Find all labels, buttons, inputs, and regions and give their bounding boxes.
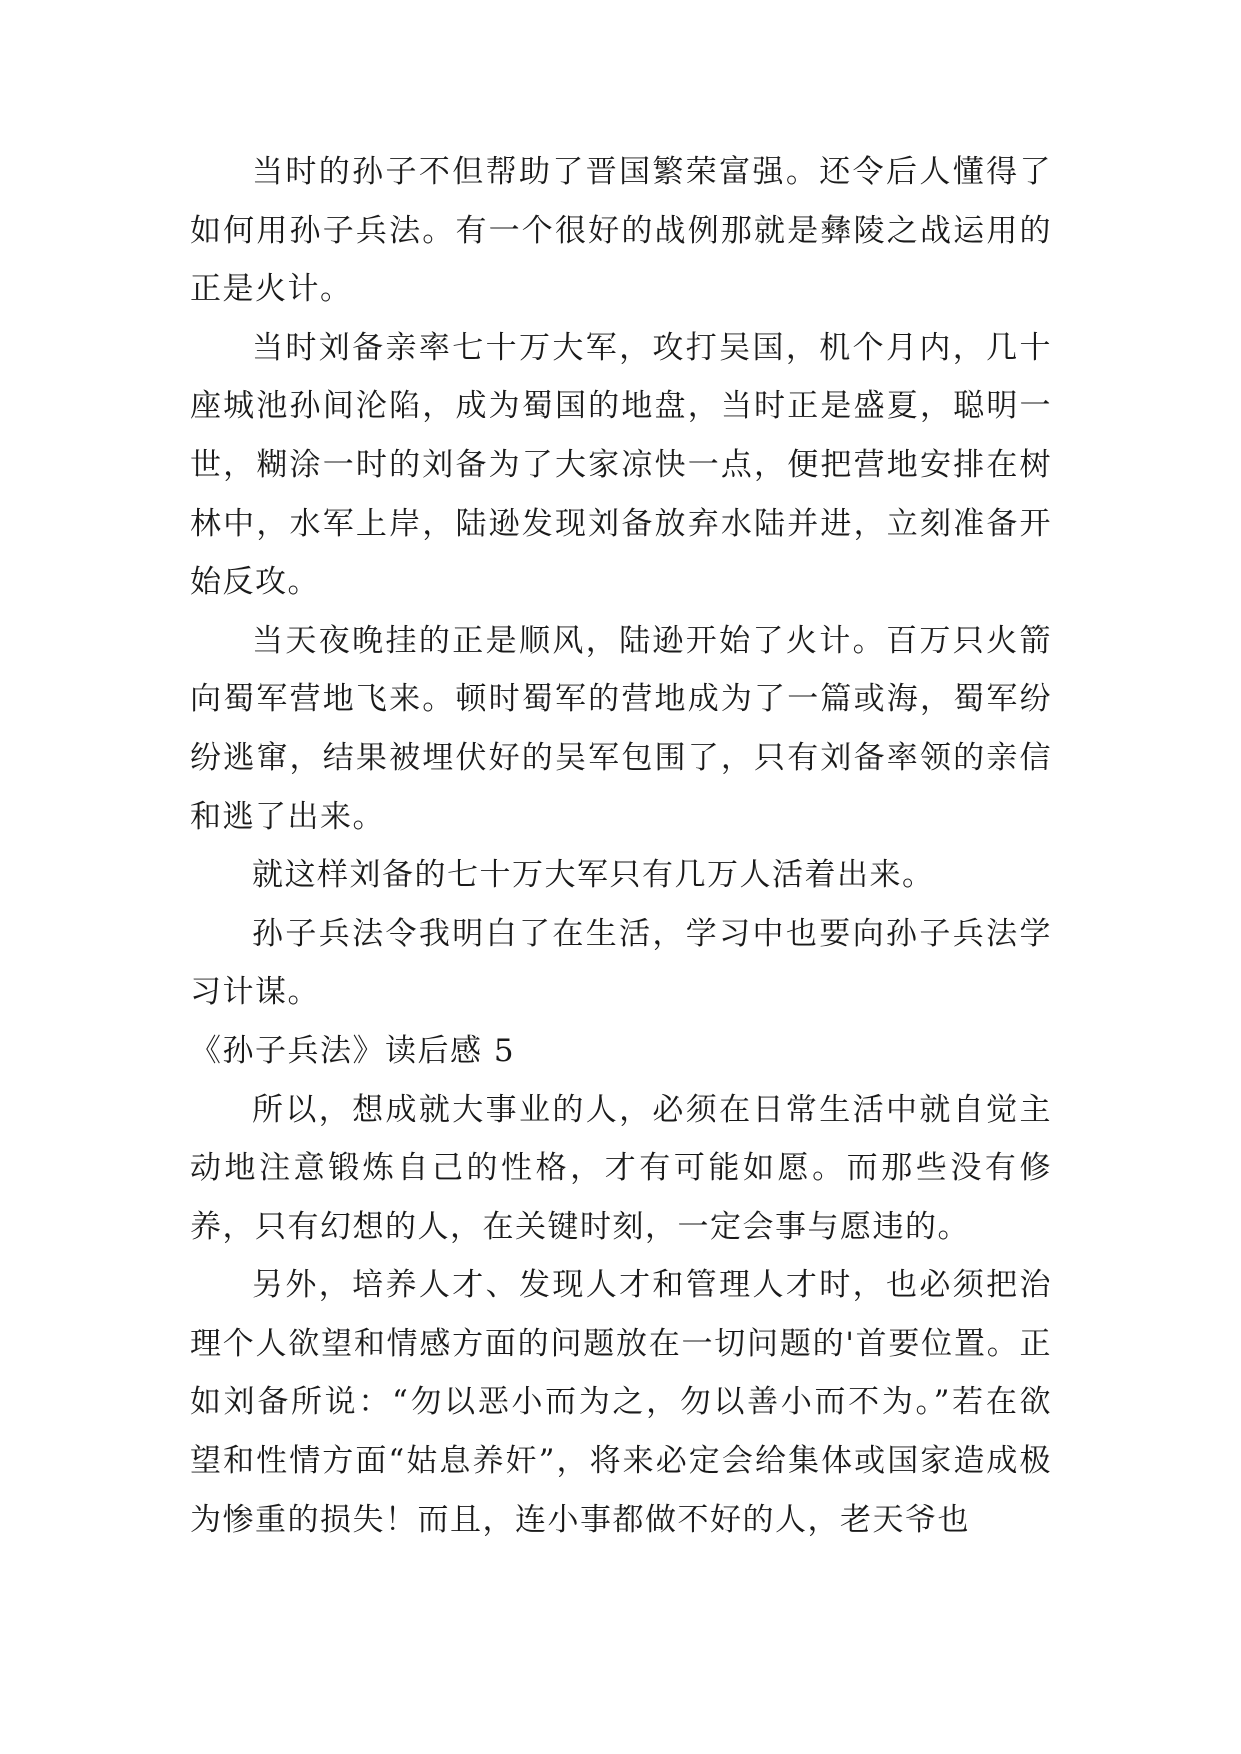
paragraph-lesson: 孙子兵法令我明白了在生活，学习中也要向孙子兵法学习计谋。: [190, 915, 1052, 1011]
paragraph-liu-bei-campaign: 当时刘备亲率七十万大军，攻打吴国，机个月内，几十座城池孙间沦陷，成为蜀国的地盘，当时正是盛夏，聪明一世，糊涂一时的刘备为了大家凉快一点，便把营地安排在树林中，水军上岸，陆逊发现刘备放弃水陆并进，立刻准备开始反攻。: [190, 329, 1052, 601]
document-page: [190, 143, 1052, 1549]
paragraph-fire-attack: 当天夜晚挂的正是顺风，陆逊开始了火计。百万只火箭向蜀军营地飞来。顿时蜀军的营地成为了一篇或海，蜀军纷纷逃窜，结果被埋伏好的吴军包围了，只有刘备率领的亲信和逃了出来。: [190, 622, 1052, 835]
paragraph-self-cultivation: 所以，想成就大事业的人，必须在日常生活中就自觉主动地注意锻炼自己的性格，才有可能如愿。而那些没有修养，只有幻想的人，在关键时刻，一定会事与愿违的。: [190, 1091, 1052, 1245]
section-title: 《孙子兵法》读后感 5: [190, 1032, 516, 1069]
paragraph-survivors: 就这样刘备的七十万大军只有几万人活着出来。: [252, 857, 935, 894]
paragraph-talent-management: 另外，培养人才、发现人才和管理人才时，也必须把治理个人欲望和情感方面的问题放在一切问题的'首要位置。正如刘备所说：“勿以恶小而为之，勿以善小而不为。”若在欲望和性情方面“姑息养奸”，将来必定会给集体或国家造成极为惨重的损失！而且，连小事都做不好的人，老天爷也: [190, 1267, 1052, 1538]
paragraph-sunzi-fire-strategy: 当时的孙子不但帮助了晋国繁荣富强。还令后人懂得了如何用孙子兵法。有一个很好的战例那就是彝陵之战运用的正是火计。: [190, 154, 1052, 308]
